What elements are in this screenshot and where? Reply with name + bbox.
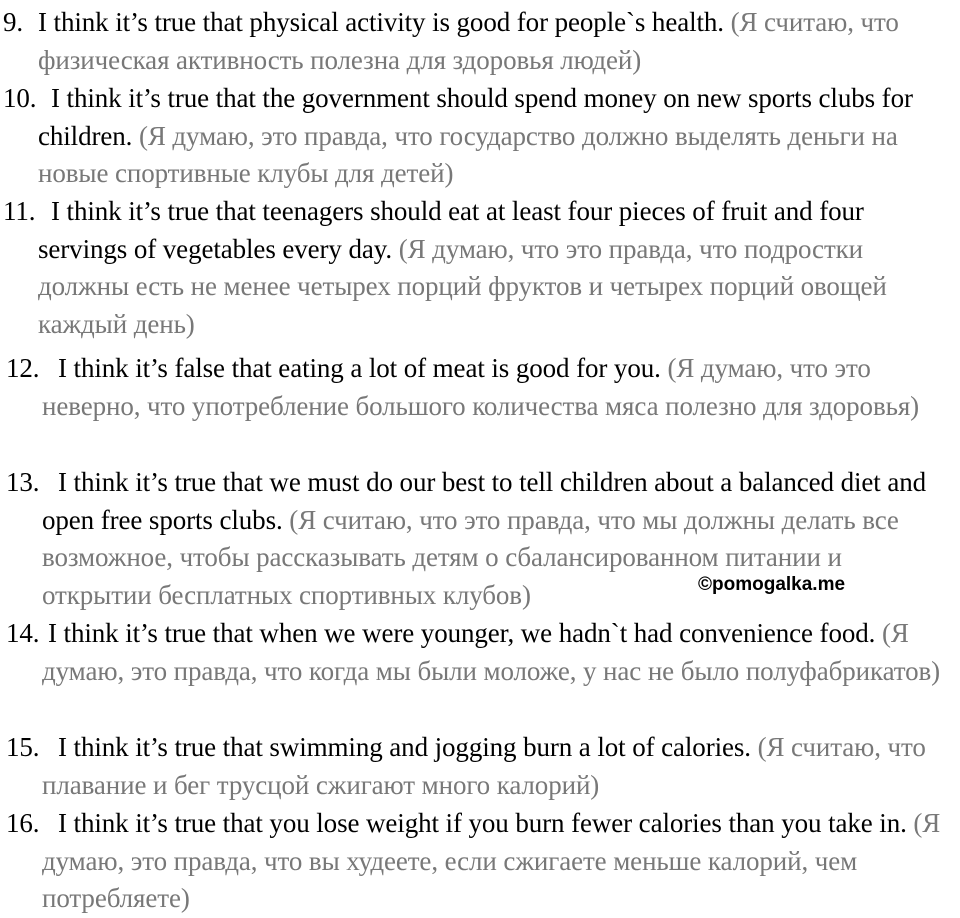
english-sentence: I think it’s true that the government should spend money on new sports clubs for children. xyxy=(38,83,913,151)
english-sentence: I think it’s true that teenagers should eat at least four pieces of fruit and four servings of vegetables every day. xyxy=(38,196,864,264)
item-text xyxy=(0,193,953,343)
russian-translation: (Я думаю, это правда, что вы худеете, если сжигаете меньше калорий, чем потребляете) xyxy=(42,808,941,914)
item-number: 14. xyxy=(6,618,40,648)
russian-translation: (Я думаю, что это правда, что подростки должны есть не менее четырех порций фруктов и четырех порций овощей каждый день) xyxy=(38,233,887,339)
item-number: 9. xyxy=(3,7,24,37)
item-text xyxy=(0,80,938,193)
item-text xyxy=(0,350,922,425)
item-number: 12. xyxy=(6,353,40,383)
list-item-10 xyxy=(0,80,960,193)
item-number: 13. xyxy=(6,467,40,497)
list-item-16 xyxy=(0,805,960,918)
english-sentence: I think it’s false that eating a lot of meat is good for you. xyxy=(58,353,661,383)
item-text xyxy=(0,4,938,79)
russian-translation: (Я думаю, это правда, что государство должно выделять деньги на новые спортивные клубы для детей) xyxy=(38,120,898,189)
english-sentence: I think it’s true that when we were younger, we hadn`t had convenience food. xyxy=(48,618,876,648)
item-number: 16. xyxy=(6,808,40,838)
item-number: 15. xyxy=(6,732,40,762)
item-number: 11. xyxy=(3,196,36,226)
list-item-15 xyxy=(0,729,960,804)
list-item-9 xyxy=(0,4,960,79)
item-text xyxy=(0,615,942,690)
russian-translation: (Я считаю, что физическая активность полезна для здоровья людей) xyxy=(38,7,899,75)
english-sentence: I think it’s true that we must do our best to tell children about a balanced diet and open free sports clubs. xyxy=(42,467,927,535)
list-item-12 xyxy=(0,350,960,425)
item-text xyxy=(0,805,954,918)
item-text xyxy=(0,729,947,804)
english-sentence: I think it’s true that you lose weight if you burn fewer calories than you take in. xyxy=(58,808,907,838)
list-item-14 xyxy=(0,615,960,690)
list-item-11 xyxy=(0,193,960,343)
russian-translation: (Я считаю, что это правда, что мы должны делать все возможное, чтобы рассказывать детям о сбалансированном питании и открытии бесплатных спортивных клубов) xyxy=(42,504,899,610)
item-number: 10. xyxy=(3,83,37,113)
russian-translation: (Я считаю, что плавание и бег трусцой сжигают много калорий) xyxy=(42,732,926,800)
russian-translation: (Я думаю, это правда, что когда мы были моложе, у нас не было полуфабрикатов) xyxy=(42,618,941,686)
english-sentence: I think it’s true that swimming and jogging burn a lot of calories. xyxy=(58,732,751,762)
watermark: ©pomogalka.me xyxy=(698,574,846,595)
russian-translation: (Я думаю, что это неверно, что употребление большого количества мяса полезно для здоровья) xyxy=(42,353,920,421)
english-sentence: I think it’s true that physical activity is good for people`s health. xyxy=(38,7,724,37)
